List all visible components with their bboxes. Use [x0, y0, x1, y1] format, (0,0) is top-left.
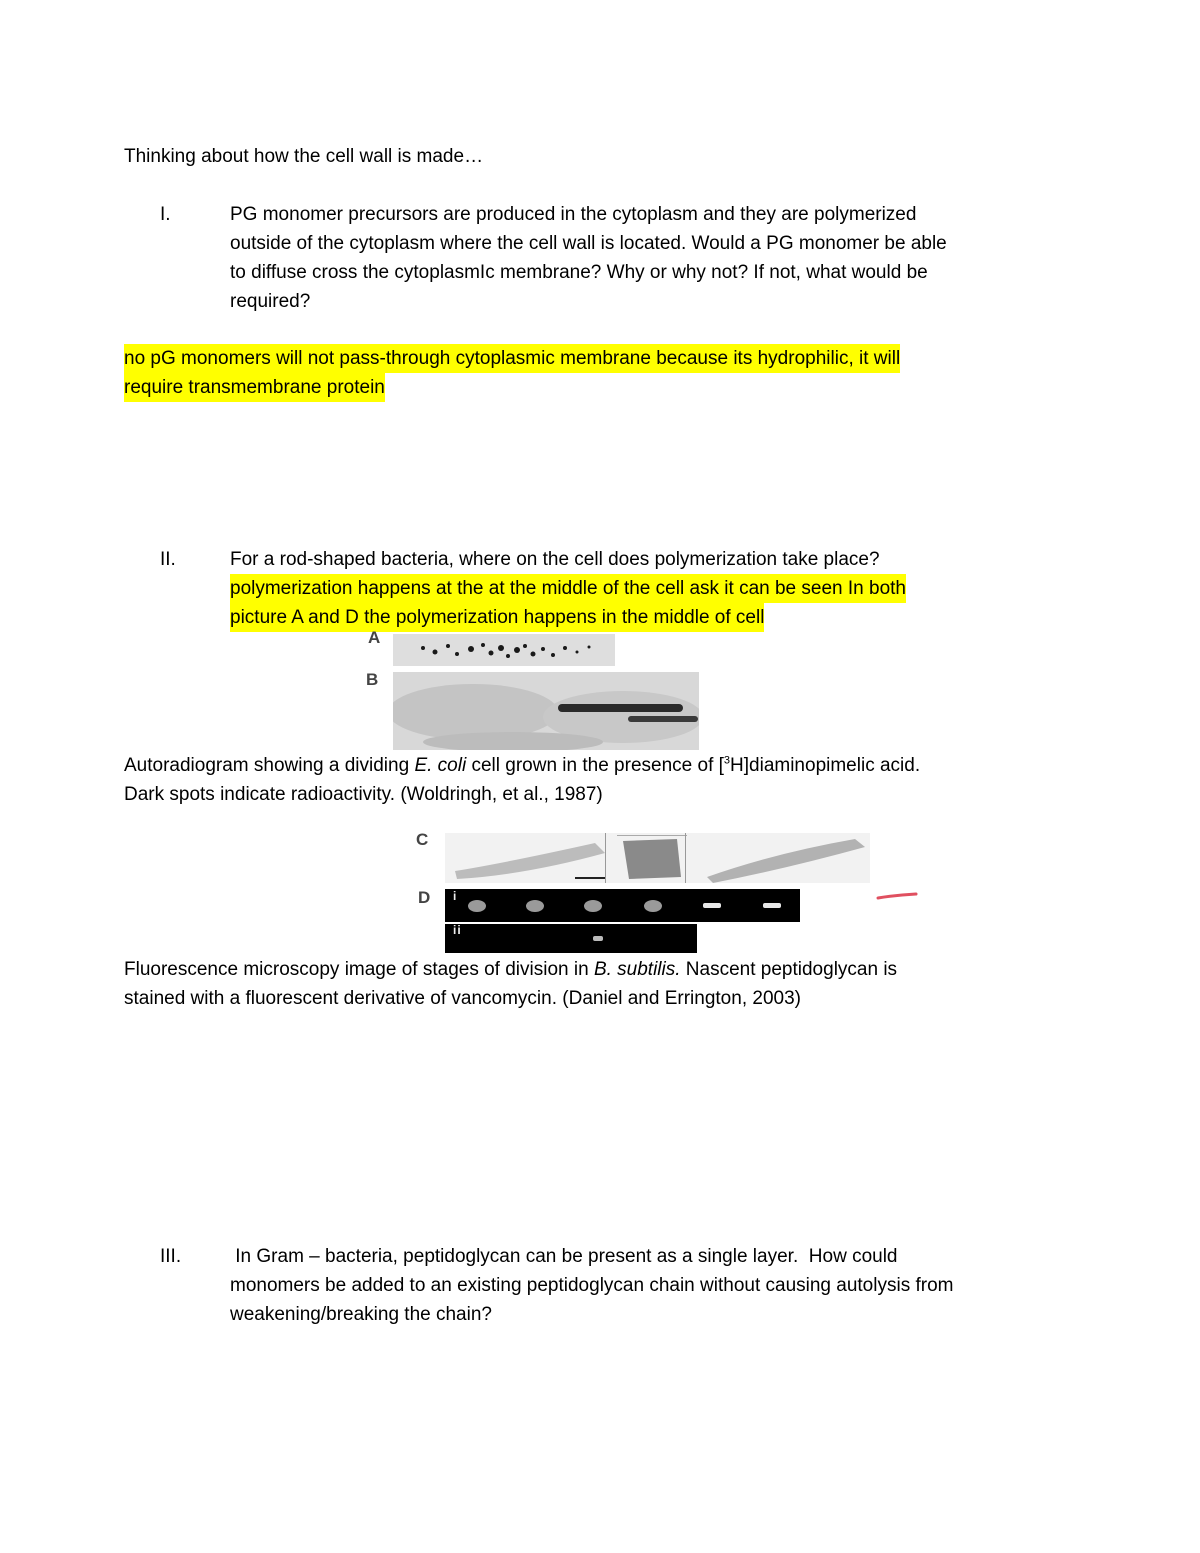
question-3-numeral: III. [160, 1246, 182, 1267]
answer-1-line: require transmembrane protein [124, 373, 385, 402]
figure-1-caption-line-2: Dark spots indicate radioactivity. (Woldringh, et al., 1987) [124, 784, 603, 805]
question-1-line: outside of the cytoplasm where the cell wall is located. Would a PG monomer be able [230, 233, 947, 254]
question-2-numeral: II. [160, 549, 176, 570]
figure-2-label-c: C [416, 830, 430, 849]
answer-1-line: no pG monomers will not pass-through cytoplasmic membrane because its hydrophilic, it will [124, 344, 900, 373]
intro-heading: Thinking about how the cell wall is made… [124, 146, 484, 167]
figure-2-label-d-i: i [453, 889, 458, 903]
figure-1-caption: Autoradiogram showing a dividing E. coli cell grown in the presence of [$^3$H]diaminopimelic acid. [124, 754, 921, 776]
micrograph-image-c [445, 833, 870, 883]
question-1-line: required? [230, 291, 311, 312]
figure-2-label-d: D [418, 888, 432, 907]
question-1-numeral: I. [160, 204, 171, 225]
fluorescence-image-d-ii [445, 924, 697, 953]
autoradiogram-image-b [393, 672, 699, 750]
figure-2-caption-line-2: stained with a fluorescent derivative of vancomycin. (Daniel and Errington, 2003) [124, 988, 801, 1009]
question-1-line: to diffuse cross the cytoplasmIc membrane? Why or why not? If not, what would be [230, 262, 928, 283]
answer-2-line: picture A and D the polymerization happens in the middle of cell [230, 603, 764, 632]
question-2-text: For a rod-shaped bacteria, where on the cell does polymerization take place? [230, 549, 880, 570]
figure-2-label-d-ii: ii [453, 923, 462, 937]
question-3-line: In Gram – bacteria, peptidoglycan can be present as a single layer. How could [230, 1246, 898, 1267]
autoradiogram-image-a [393, 634, 615, 666]
figure-2-caption: Fluorescence microscopy image of stages of division in B. subtilis. Nascent peptidoglycan is [124, 959, 898, 980]
answer-2-line: polymerization happens at the at the middle of the cell ask it can be seen In both [230, 574, 906, 603]
red-annotation-mark [876, 890, 920, 902]
figure-1-label-a: A [368, 628, 382, 647]
question-3-line: monomers be added to an existing peptidoglycan chain without causing autolysis from [230, 1275, 954, 1296]
figure-1-label-b: B [366, 670, 380, 689]
question-3-line: weakening/breaking the chain? [230, 1304, 492, 1325]
fluorescence-image-d-i [445, 889, 800, 922]
question-1-line: PG monomer precursors are produced in the cytoplasm and they are polymerized [230, 204, 917, 225]
